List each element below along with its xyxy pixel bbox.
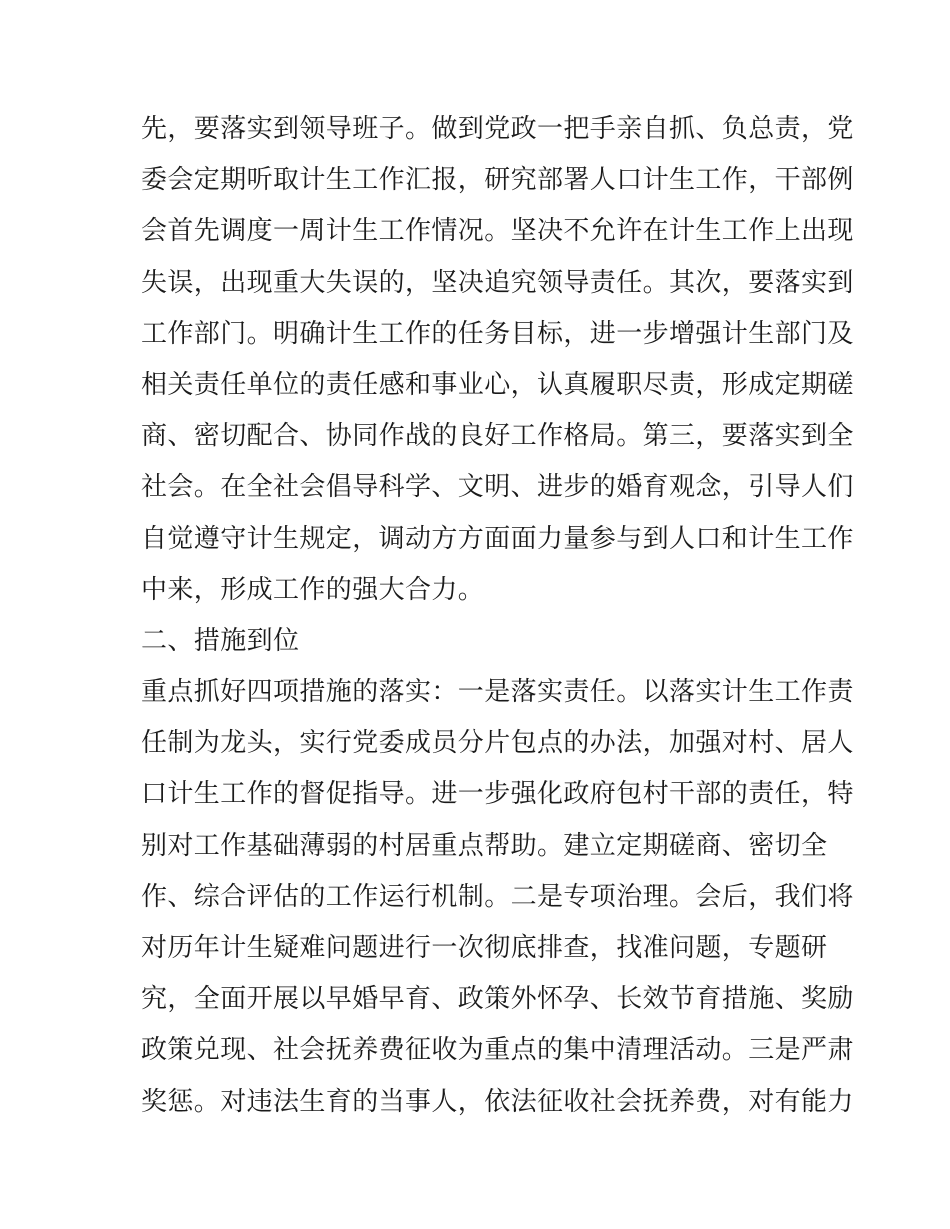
text-line-17: 对历年计生疑难问题进行一次彻底排查，找准问题，专题研	[141, 933, 828, 963]
text-line-15: 别对工作基础薄弱的村居重点帮助。建立定期磋商、密切全	[141, 830, 828, 861]
text-line-13: 任制为龙头，实行党委成员分片包点的办法，加强对村、居人	[141, 728, 854, 759]
document-body	[141, 104, 854, 1128]
text-line-2: 委会定期听取计生工作汇报，研究部署人口计生工作，干部例	[141, 165, 854, 196]
text-line-3: 会首先调度一周计生工作情况。坚决不允许在计生工作上出现	[141, 216, 854, 247]
text-line-10: 中来，形成工作的强大合力。	[141, 574, 485, 605]
text-line-5: 工作部门。明确计生工作的任务目标，进一步增强计生部门及	[141, 318, 854, 349]
text-line-12: 重点抓好四项措施的落实：一是落实责任。以落实计生工作责	[141, 677, 854, 708]
text-line-7: 商、密切配合、协同作战的良好工作格局。第三，要落实到全	[141, 421, 854, 452]
text-line-1: 先，要落实到领导班子。做到党政一把手亲自抓、负总责，党	[141, 114, 854, 144]
section-heading: 二、措施到位	[141, 625, 300, 656]
text-line-4: 失误，出现重大失误的，坚决追究领导责任。其次，要落实到	[141, 267, 854, 298]
text-line-20: 奖惩。对违法生育的当事人，依法征收社会抚养费，对有能力	[141, 1086, 854, 1117]
text-line-16: 作、综合评估的工作运行机制。二是专项治理。会后，我们将	[141, 881, 854, 912]
text-line-6: 相关责任单位的责任感和事业心，认真履职尽责，形成定期磋	[141, 369, 854, 400]
text-line-9: 自觉遵守计生规定，调动方方面面力量参与到人口和计生工作	[141, 523, 854, 554]
text-line-18: 究，全面开展以早婚早育、政策外怀孕、长效节育措施、奖励	[141, 984, 854, 1015]
text-line-19: 政策兑现、社会抚养费征收为重点的集中清理活动。三是严肃	[141, 1035, 854, 1066]
text-line-14: 口计生工作的督促指导。进一步强化政府包村干部的责任，特	[141, 779, 854, 810]
text-line-8: 社会。在全社会倡导科学、文明、进步的婚育观念，引导人们	[141, 472, 854, 503]
